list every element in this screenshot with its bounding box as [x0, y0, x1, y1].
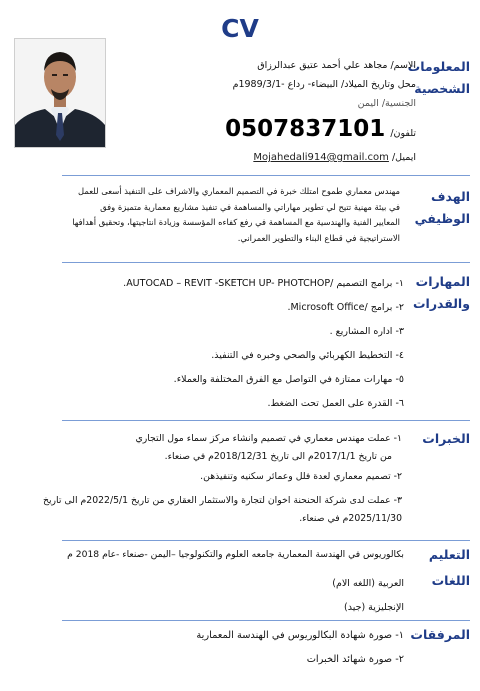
languages-label: اللغات [431, 573, 470, 588]
phone-label: تلفون/ [390, 128, 416, 139]
phone-number: 0507837101 [225, 116, 386, 142]
phone-row [116, 116, 416, 143]
language-item: العربية (اللغه الام) [332, 578, 404, 589]
personal-nationality: الجنسية/ اليمن [357, 98, 416, 109]
separator [62, 262, 470, 263]
experience-line: ١- عملت مهندس معماري في تصميم وانشاء مركز سماء مول التجاري [135, 433, 402, 444]
email-link[interactable]: Mojahedali914@gmail.com [253, 152, 389, 163]
experience-line: ٣- عملت لدى شركة الحنحنة اخوان لتجارة والاستثمار العقاري من تاريخ 2022/5/1م الى تاريخ [42, 495, 402, 506]
section-label-objective [400, 186, 470, 230]
experience-list [12, 430, 402, 528]
personal-name: الاسم/ مجاهد علي أحمد عتيق عبدالرزاق [257, 60, 416, 71]
personal-birth: محل وتاريخ الميلاد/ البيضاء- رداع -1989/3/1م [232, 79, 416, 90]
skills-label-line1: المهارات [415, 274, 470, 289]
separator [62, 620, 470, 621]
personal-label-line1: المعلومات [407, 59, 470, 74]
personal-info [116, 56, 416, 113]
education-line: بكالوريوس في الهندسة المعمارية جامعه العلوم والتكنولوجيا –اليمن -صنعاء -عام 2018 م [67, 549, 404, 560]
skill-item: ١- برامج التصميم /AUTOCAD – REVIT -SKETCH UP- PHOTCHOP. [123, 278, 404, 289]
attachments-label: المرفقات [410, 627, 470, 642]
languages-list [104, 572, 404, 620]
section-label-skills [400, 271, 470, 315]
objective-line: مهندس معماري طموح امتلك خبرة في التصميم المعماري والاشراف على التنفيذ أسعى للعمل [78, 186, 400, 196]
objective-line: الاستراتيجية في قطاع البناء والتطوير العمراني. [237, 232, 400, 243]
attachment-item: ١- صورة شهادة البكالوريوس في الهندسة المعمارية [196, 630, 404, 641]
skill-item: ٢- برامج /Microsoft Office. [287, 302, 404, 313]
skill-item: ٤- التخطيط الكهربائي والصحي وخبره في التنفيذ. [211, 350, 404, 361]
cv-title: CV [221, 14, 259, 43]
email-label: ايميل/ [391, 152, 416, 163]
separator [62, 420, 470, 421]
skills-list [14, 272, 404, 416]
objective-label-line2: الوظيفي [414, 211, 470, 226]
personal-label-line2: الشخصية [414, 81, 470, 96]
objective-line: المعايير الفنية والهندسية مع المساهمة في رفع كفاءه المؤسسة وزيادة انتاجيتها، وتحقيق أهدافها [72, 217, 400, 227]
section-label-education [400, 544, 470, 566]
education-label: التعليم [428, 547, 470, 562]
skill-item: ٦- القدرة على العمل تحت الضغط. [267, 398, 404, 409]
section-label-languages [400, 570, 470, 592]
language-item: الإنجليزية (جيد) [344, 602, 404, 613]
email-row [116, 148, 416, 167]
section-label-experience [400, 428, 470, 450]
experience-line: من تاريخ 2017/1/1م الى تاريخ 2018/12/31م في صنعاء. [164, 451, 392, 462]
profile-photo [14, 38, 106, 148]
section-label-attachments [400, 624, 470, 646]
education-text [4, 546, 404, 564]
skill-item: ٥- مهارات ممتازة في التواصل مع الفرق المختلفة والعملاء. [173, 374, 404, 385]
separator [62, 540, 470, 541]
attachments-list [74, 624, 404, 672]
attachment-item: ٢- صورة شهائد الخبرات [306, 654, 404, 665]
skills-label-line2: والقدرات [412, 296, 470, 311]
separator [62, 175, 470, 176]
objective-text [14, 184, 400, 246]
person-photo-icon [15, 39, 105, 147]
experience-line: 2025/11/30م في صنعاء. [299, 513, 402, 524]
experience-line: ٢- تصميم معماري لعدة فلل وعمائر سكنيه وتنفيذهن. [200, 471, 402, 482]
objective-line: في بيئة مهنية تتيح لي تطوير مهاراتي والمساهمة في تنفيذ مشاريع معمارية متميزة وفق [100, 201, 400, 212]
objective-label-line1: الهدف [431, 189, 470, 204]
experience-label: الخبرات [422, 431, 470, 446]
skill-item: ٣- اداره المشاريع . [329, 326, 404, 337]
